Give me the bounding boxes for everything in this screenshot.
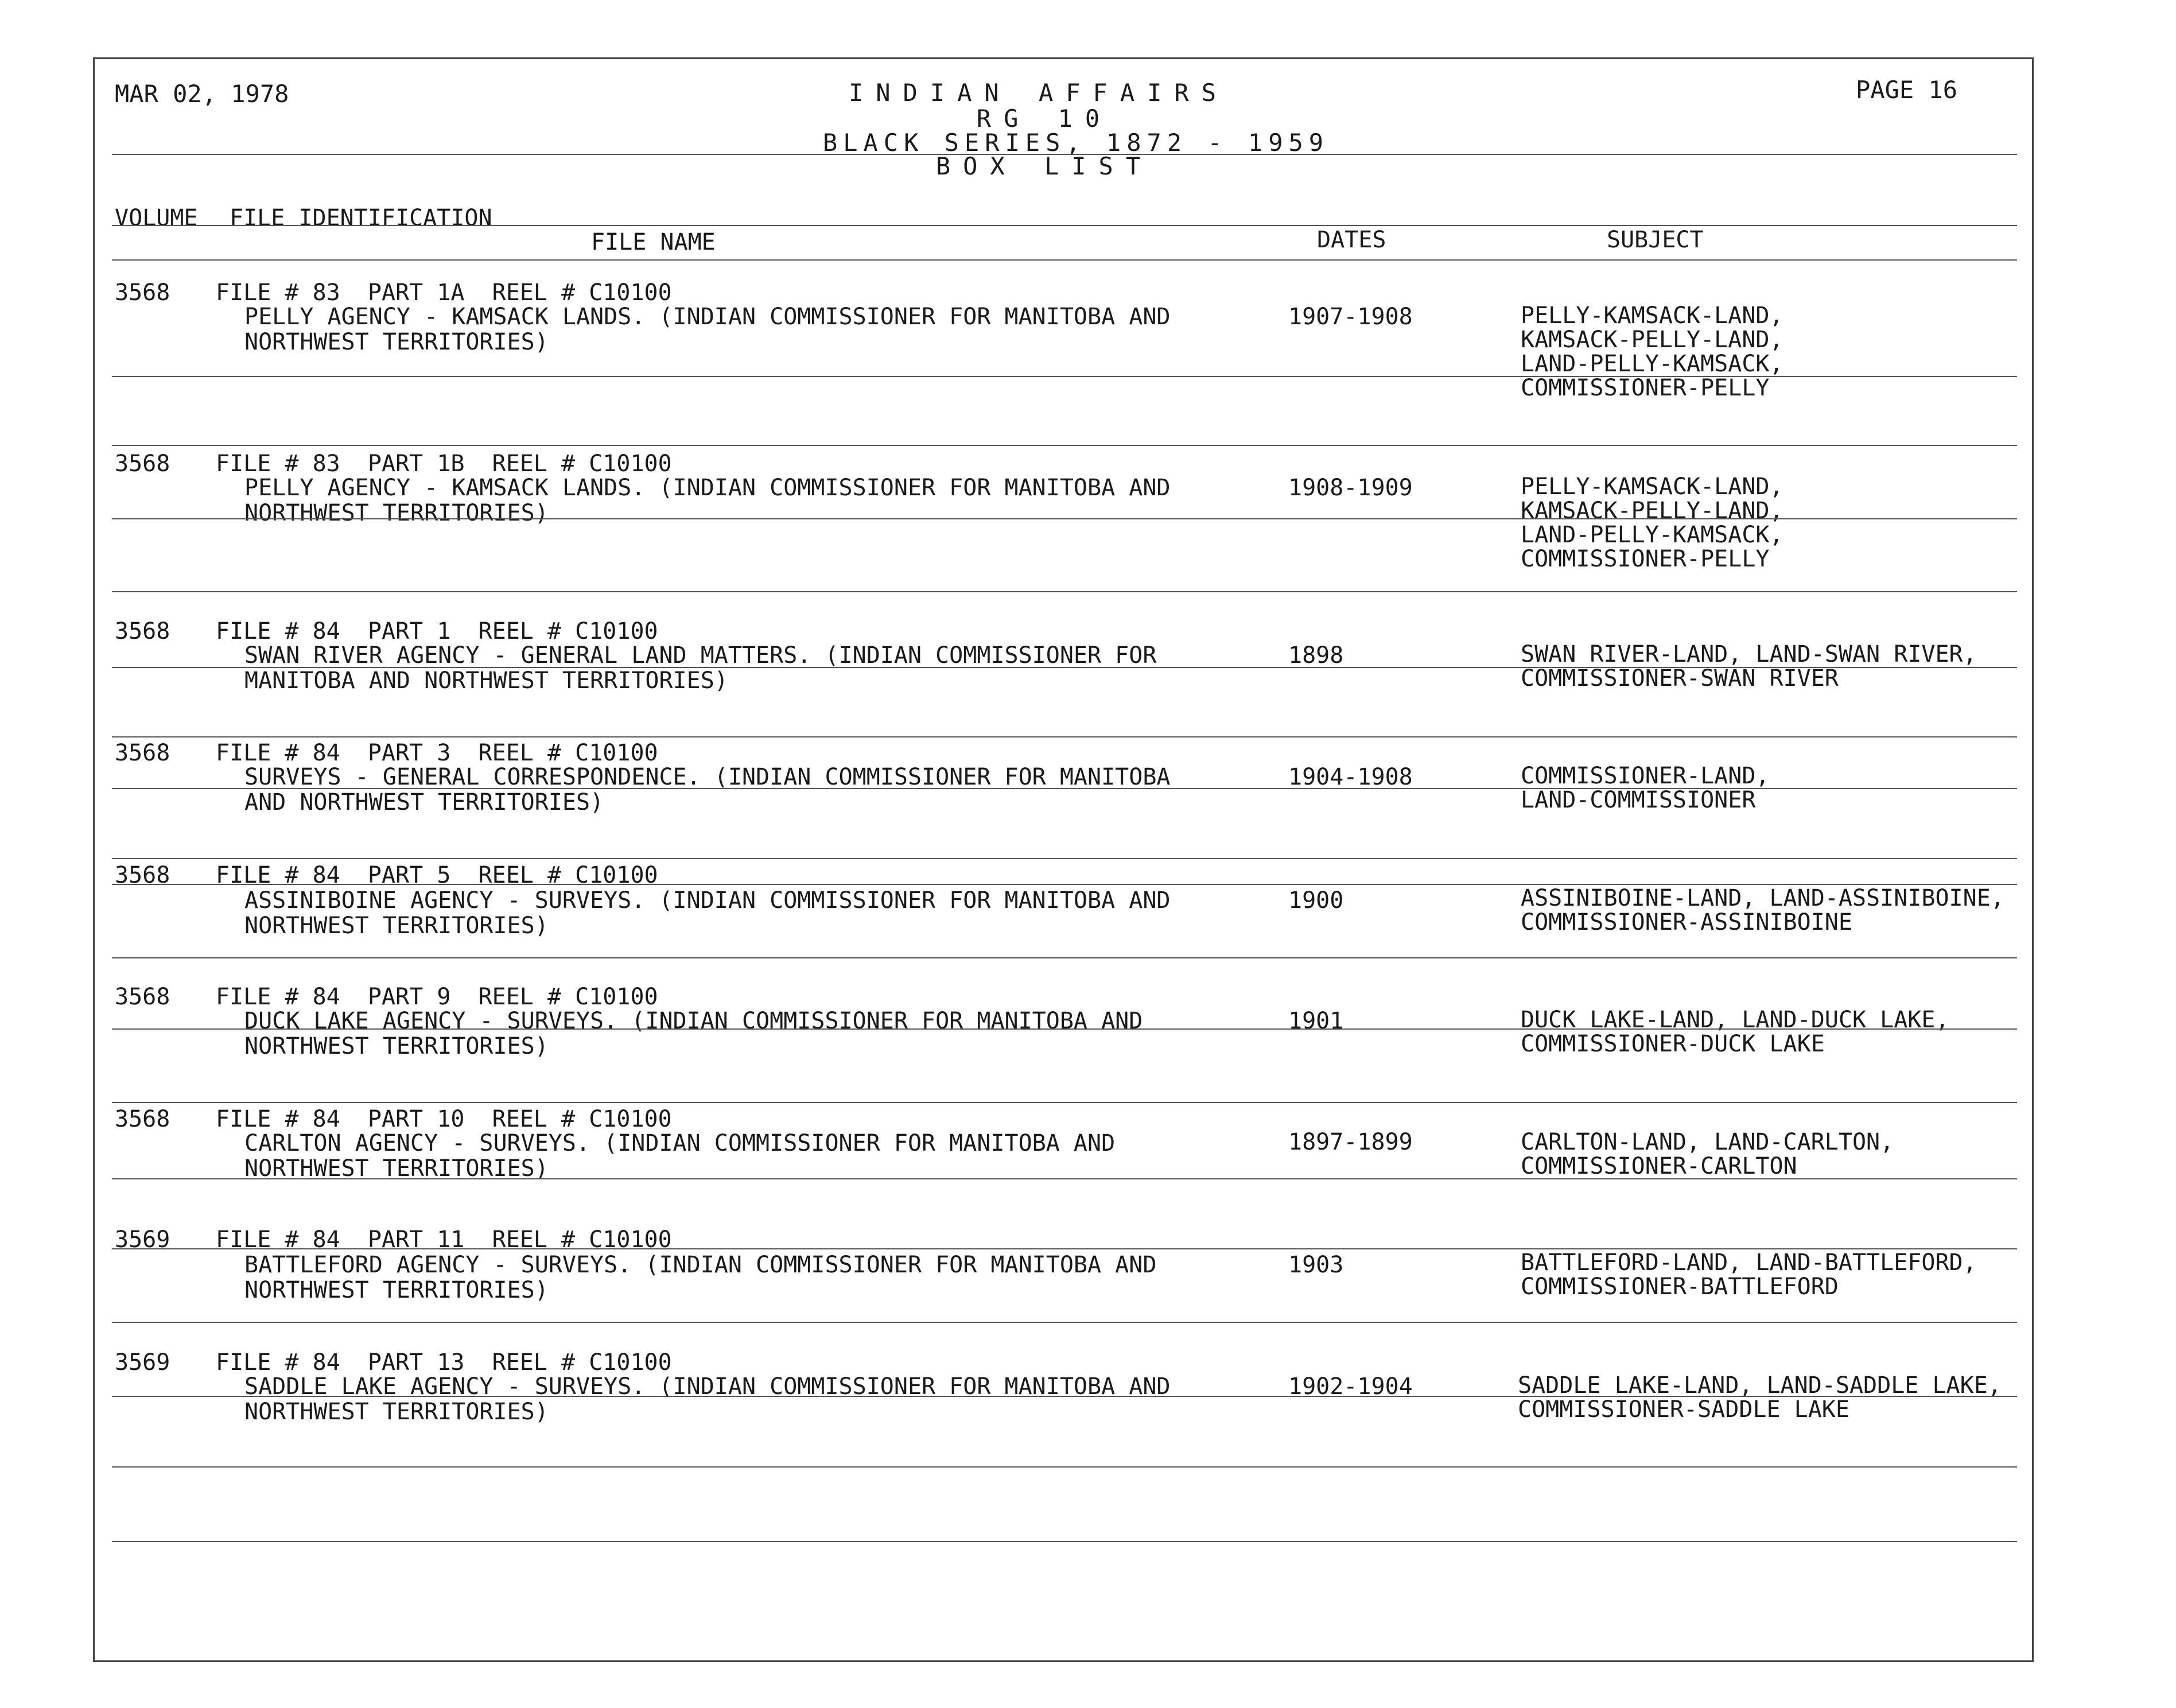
entry-subject-line: COMMISSIONER-ASSINIBOINE	[1521, 909, 1852, 935]
entry-volume: 3568	[115, 984, 170, 1010]
row-rule	[112, 788, 2017, 789]
row-rule	[112, 1541, 2017, 1542]
entry-name-line: NORTHWEST TERRITORIES)	[244, 329, 549, 355]
entry-name-line: PELLY AGENCY - KAMSACK LANDS. (INDIAN COMMISSIONER FOR MANITOBA AND	[244, 304, 1171, 330]
entry-name-line: AND NORTHWEST TERRITORIES)	[244, 789, 604, 816]
entry-subject-line: COMMISSIONER-LAND,	[1521, 763, 1770, 789]
col-dates: DATES	[1317, 227, 1386, 253]
entry-volume: 3568	[115, 618, 170, 645]
entry-subject-line: PELLY-KAMSACK-LAND,	[1521, 302, 1783, 329]
entry-subject-line: SADDLE LAKE-LAND, LAND-SADDLE LAKE,	[1518, 1372, 2002, 1399]
entry-file-id: FILE # 84 PART 10 REEL # C10100	[216, 1106, 672, 1132]
entry-row	[0, 1350, 2176, 1465]
entry-volume: 3568	[115, 1106, 170, 1132]
entry-file-id: FILE # 84 PART 11 REEL # C10100	[216, 1226, 672, 1253]
row-rule	[112, 1396, 2017, 1397]
entry-subject-line: COMMISSIONER-PELLY	[1521, 375, 1770, 401]
entry-subject-line: DUCK LAKE-LAND, LAND-DUCK LAKE,	[1521, 1007, 1949, 1033]
entry-file-id: FILE # 84 PART 5 REEL # C10100	[216, 862, 658, 888]
entry-row	[0, 447, 2176, 572]
report-title: INDIAN AFFAIRS	[848, 79, 1229, 107]
col-volume: VOLUME	[115, 205, 198, 231]
entry-volume: 3569	[115, 1349, 170, 1376]
entry-subject-line: LAND-PELLY-KAMSACK,	[1521, 522, 1783, 548]
entry-name-line: NORTHWEST TERRITORIES)	[244, 1155, 549, 1182]
row-rule	[112, 591, 2017, 592]
record-group: RG 10	[976, 104, 1113, 133]
entry-dates: 1900	[1288, 887, 1344, 914]
row-rule	[112, 1178, 2017, 1179]
col-file-name: FILE NAME	[591, 229, 716, 255]
entry-dates: 1903	[1288, 1252, 1344, 1278]
entry-file-id: FILE # 84 PART 3 REEL # C10100	[216, 740, 658, 766]
entry-name-line: SWAN RIVER AGENCY - GENERAL LAND MATTERS. (INDIAN COMMISSIONER FOR	[244, 642, 1157, 669]
entry-dates: 1904-1908	[1288, 764, 1413, 790]
entry-subject-line: LAND-PELLY-KAMSACK,	[1521, 351, 1783, 377]
row-rule	[112, 667, 2017, 668]
entry-name-line: CARLTON AGENCY - SURVEYS. (INDIAN COMMISSIONER FOR MANITOBA AND	[244, 1130, 1116, 1156]
entry-row	[0, 740, 2176, 855]
entry-row	[0, 275, 2176, 401]
entry-volume: 3568	[115, 280, 170, 306]
entry-file-id: FILE # 83 PART 1B REEL # C10100	[216, 451, 672, 477]
entry-subject-line: KAMSACK-PELLY-LAND,	[1521, 327, 1783, 353]
series-title: BLACK SERIES, 1872 - 1959	[822, 129, 1330, 157]
entry-volume: 3568	[115, 862, 170, 888]
entry-name-line: NORTHWEST TERRITORIES)	[244, 500, 549, 526]
row-rule	[112, 445, 2017, 446]
entry-dates: 1902-1904	[1288, 1373, 1413, 1400]
entry-name-line: NORTHWEST TERRITORIES)	[244, 913, 549, 939]
entry-dates: 1907-1908	[1288, 304, 1413, 330]
entry-subject-line: LAND-COMMISSIONER	[1521, 787, 1756, 813]
entry-name-line: BATTLEFORD AGENCY - SURVEYS. (INDIAN COMMISSIONER FOR MANITOBA AND	[244, 1252, 1157, 1278]
row-rule	[112, 1102, 2017, 1103]
row-rule	[112, 518, 2017, 519]
entry-subject-line: COMMISSIONER-SWAN RIVER	[1521, 665, 1839, 692]
entry-row	[0, 1107, 2176, 1221]
entry-name-line: NORTHWEST TERRITORIES)	[244, 1033, 549, 1059]
entry-file-id: FILE # 84 PART 13 REEL # C10100	[216, 1349, 672, 1376]
entry-dates: 1901	[1288, 1008, 1344, 1034]
entry-subject-line: COMMISSIONER-DUCK LAKE	[1521, 1031, 1825, 1057]
entry-subject-line: COMMISSIONER-BATTLEFORD	[1521, 1274, 1839, 1300]
col-subject: SUBJECT	[1607, 227, 1704, 253]
entry-name-line: SADDLE LAKE AGENCY - SURVEYS. (INDIAN COMMISSIONER FOR MANITOBA AND	[244, 1373, 1171, 1400]
entry-dates: 1897-1899	[1288, 1129, 1413, 1155]
entry-name-line: SURVEYS - GENERAL CORRESPONDENCE. (INDIAN COMMISSIONER FOR MANITOBA	[244, 764, 1171, 790]
entry-file-id: FILE # 84 PART 1 REEL # C10100	[216, 618, 658, 645]
entry-name-line: ASSINIBOINE AGENCY - SURVEYS. (INDIAN COMMISSIONER FOR MANITOBA AND	[244, 887, 1171, 914]
entry-subject-line: COMMISSIONER-CARLTON	[1521, 1153, 1797, 1179]
row-rule	[112, 736, 2017, 737]
entry-row	[0, 984, 2176, 1099]
entry-subject-line: COMMISSIONER-PELLY	[1521, 546, 1770, 572]
entry-subject-line: PELLY-KAMSACK-LAND,	[1521, 473, 1783, 500]
col-file-identification: FILE IDENTIFICATION	[230, 205, 492, 231]
entry-subject-line: CARLTON-LAND, LAND-CARLTON,	[1521, 1129, 1894, 1155]
entry-subject-line: BATTLEFORD-LAND, LAND-BATTLEFORD,	[1521, 1249, 1977, 1276]
list-type: BOX LIST	[935, 152, 1153, 180]
entry-name-line: PELLY AGENCY - KAMSACK LANDS. (INDIAN COMMISSIONER FOR MANITOBA AND	[244, 475, 1171, 501]
page-number: PAGE 16	[1856, 76, 1958, 104]
entry-dates: 1908-1909	[1288, 475, 1413, 501]
row-rule	[112, 376, 2017, 377]
entry-volume: 3569	[115, 1226, 170, 1253]
row-rule	[112, 1028, 2017, 1030]
row-rule	[112, 1466, 2017, 1468]
entry-volume: 3568	[115, 740, 170, 766]
row-rule	[112, 957, 2017, 958]
entry-name-line: NORTHWEST TERRITORIES)	[244, 1399, 549, 1425]
entry-row	[0, 1227, 2176, 1342]
row-rule	[112, 858, 2017, 859]
entry-subject-line: KAMSACK-PELLY-LAND,	[1521, 498, 1783, 524]
entry-row	[0, 619, 2176, 733]
entry-file-id: FILE # 84 PART 9 REEL # C10100	[216, 984, 658, 1010]
entry-subject-line: COMMISSIONER-SADDLE LAKE	[1518, 1396, 1849, 1423]
row-rule	[112, 884, 2017, 885]
entry-subject-line: SWAN RIVER-LAND, LAND-SWAN RIVER,	[1521, 641, 1977, 667]
entry-dates: 1898	[1288, 642, 1344, 669]
entry-file-id: FILE # 83 PART 1A REEL # C10100	[216, 280, 672, 306]
entry-row	[0, 863, 2176, 977]
entry-name-line: NORTHWEST TERRITORIES)	[244, 1277, 549, 1303]
entry-name-line: DUCK LAKE AGENCY - SURVEYS. (INDIAN COMMISSIONER FOR MANITOBA AND	[244, 1008, 1143, 1034]
entry-volume: 3568	[115, 451, 170, 477]
entry-subject-line: ASSINIBOINE-LAND, LAND-ASSINIBOINE,	[1521, 885, 2004, 911]
report-date: MAR 02, 1978	[115, 80, 289, 108]
row-rule	[112, 1322, 2017, 1323]
entry-name-line: MANITOBA AND NORTHWEST TERRITORIES)	[244, 667, 728, 694]
